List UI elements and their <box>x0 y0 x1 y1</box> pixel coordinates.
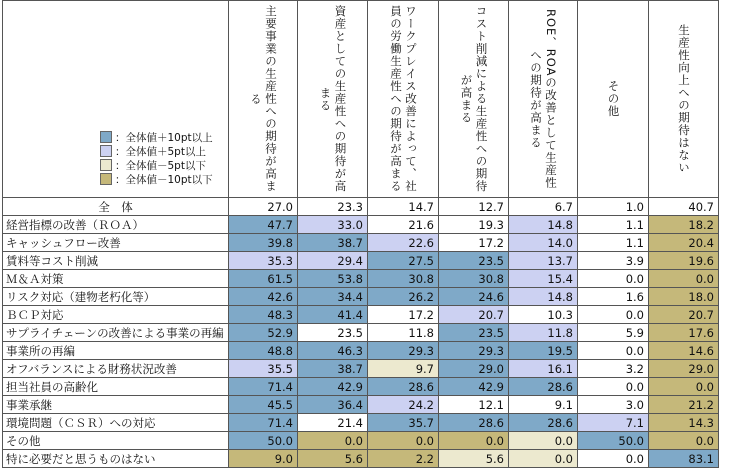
row-label: ＢＣＰ対応 <box>3 306 229 324</box>
column-header: コスト削減による生産性への期待が高まる <box>439 1 509 198</box>
table-cell: 28.6 <box>439 414 509 432</box>
table-cell: 3.9 <box>578 252 649 270</box>
table-cell: 0.0 <box>578 306 649 324</box>
row-label: 事業承継 <box>3 396 229 414</box>
table-cell: 5.9 <box>578 324 649 342</box>
table-cell: 24.2 <box>368 396 439 414</box>
column-header: その他 <box>578 1 649 198</box>
legend-label: ：全体値－10pt以下 <box>115 173 213 186</box>
table-cell: 53.8 <box>298 270 368 288</box>
table-cell: 28.6 <box>509 414 578 432</box>
table-row <box>3 288 719 306</box>
row-label: リスク対応（建物老朽化等） <box>3 288 229 306</box>
column-header: 主要事業の生産性への期待が高まる <box>229 1 298 198</box>
legend-swatch <box>100 173 112 185</box>
table-cell: 10.3 <box>509 306 578 324</box>
table-cell: 71.4 <box>229 414 298 432</box>
table-cell: 17.2 <box>368 306 439 324</box>
row-label: Ｍ＆Ａ対策 <box>3 270 229 288</box>
table-cell: 1.1 <box>578 234 649 252</box>
table-cell: 0.0 <box>578 270 649 288</box>
table-row <box>3 252 719 270</box>
table-cell: 36.4 <box>298 396 368 414</box>
table-cell: 9.7 <box>368 360 439 378</box>
table-cell: 35.5 <box>229 360 298 378</box>
table-cell: 12.1 <box>439 396 509 414</box>
table-cell: 18.0 <box>649 288 719 306</box>
table-cell: 61.5 <box>229 270 298 288</box>
table-cell: 47.7 <box>229 216 298 234</box>
legend-item <box>100 158 213 172</box>
table-cell: 20.7 <box>649 306 719 324</box>
row-label: 賃料等コスト削減 <box>3 252 229 270</box>
table-cell: 7.1 <box>578 414 649 432</box>
total-cell: 27.0 <box>229 198 298 216</box>
row-label: 特に必要だと思うものはない <box>3 450 229 468</box>
legend-label: ：全体値＋5pt以上 <box>115 145 206 158</box>
table-cell: 19.5 <box>509 342 578 360</box>
table-cell: 14.3 <box>649 414 719 432</box>
total-cell: 14.7 <box>368 198 439 216</box>
total-cell: 6.7 <box>509 198 578 216</box>
table-cell: 46.3 <box>298 342 368 360</box>
table-cell: 45.5 <box>229 396 298 414</box>
column-header: ワークプレイス改善によって、社員の労働生産性への期待が高まる <box>368 1 439 198</box>
table-cell: 11.8 <box>368 324 439 342</box>
table-cell: 1.1 <box>578 216 649 234</box>
row-label: 環境問題（ＣＳＲ）への対応 <box>3 414 229 432</box>
table-cell: 2.2 <box>368 450 439 468</box>
column-header: 資産としての生産性への期待が高まる <box>298 1 368 198</box>
table-cell: 34.4 <box>298 288 368 306</box>
table-cell: 17.2 <box>439 234 509 252</box>
table-cell: 35.3 <box>229 252 298 270</box>
table-row <box>3 414 719 432</box>
table-row <box>3 306 719 324</box>
total-cell: 12.7 <box>439 198 509 216</box>
row-label: 担当社員の高齢化 <box>3 378 229 396</box>
legend-swatch <box>100 159 112 171</box>
table-cell: 28.6 <box>368 378 439 396</box>
table-cell: 22.6 <box>368 234 439 252</box>
table-cell: 27.5 <box>368 252 439 270</box>
legend-swatch <box>100 145 112 157</box>
table-cell: 33.0 <box>298 216 368 234</box>
table-cell: 21.6 <box>368 216 439 234</box>
table-cell: 48.3 <box>229 306 298 324</box>
row-label: サプライチェーンの改善による事業の再編 <box>3 324 229 342</box>
row-label: オフバランスによる財務状況改善 <box>3 360 229 378</box>
table-row <box>3 216 719 234</box>
table-cell: 3.0 <box>578 396 649 414</box>
column-header: ROE、ROAの改善として生産性への期待が高まる <box>509 1 578 198</box>
table-cell: 23.5 <box>439 324 509 342</box>
table-cell: 20.7 <box>439 306 509 324</box>
table-cell: 29.0 <box>439 360 509 378</box>
table-cell: 26.2 <box>368 288 439 306</box>
row-label: その他 <box>3 432 229 450</box>
table-cell: 29.0 <box>649 360 719 378</box>
table-cell: 0.0 <box>649 270 719 288</box>
legend-label: ：全体値＋10pt以上 <box>115 131 213 144</box>
table-cell: 14.8 <box>509 288 578 306</box>
table-cell: 0.0 <box>578 342 649 360</box>
table-row <box>3 396 719 414</box>
table-row <box>3 324 719 342</box>
table-cell: 42.6 <box>229 288 298 306</box>
row-label: キャッシュフロー改善 <box>3 234 229 252</box>
table-cell: 14.8 <box>509 216 578 234</box>
table-cell: 28.6 <box>509 378 578 396</box>
table-cell: 9.0 <box>229 450 298 468</box>
table-cell: 16.1 <box>509 360 578 378</box>
table-cell: 83.1 <box>649 450 719 468</box>
table-cell: 19.6 <box>649 252 719 270</box>
legend-item <box>100 144 213 158</box>
table-cell: 23.5 <box>439 252 509 270</box>
legend-item <box>100 172 213 186</box>
table-cell: 0.0 <box>509 432 578 450</box>
table-cell: 0.0 <box>649 432 719 450</box>
table-cell: 29.3 <box>368 342 439 360</box>
table-cell: 50.0 <box>578 432 649 450</box>
table-row <box>3 450 719 468</box>
table-row <box>3 342 719 360</box>
table-cell: 19.3 <box>439 216 509 234</box>
row-label: 事業所の再編 <box>3 342 229 360</box>
table-cell: 13.7 <box>509 252 578 270</box>
table-cell: 20.4 <box>649 234 719 252</box>
table-cell: 17.6 <box>649 324 719 342</box>
table-cell: 9.1 <box>509 396 578 414</box>
table-cell: 0.0 <box>509 450 578 468</box>
table-cell: 41.4 <box>298 306 368 324</box>
table-cell: 29.4 <box>298 252 368 270</box>
table-cell: 39.8 <box>229 234 298 252</box>
table-row <box>3 432 719 450</box>
table-cell: 3.2 <box>578 360 649 378</box>
table-cell: 11.8 <box>509 324 578 342</box>
table-cell: 38.7 <box>298 360 368 378</box>
table-cell: 0.0 <box>649 378 719 396</box>
column-header: 生産性向上への期待はない <box>649 1 719 198</box>
table-cell: 15.4 <box>509 270 578 288</box>
table-cell: 0.0 <box>578 450 649 468</box>
table-cell: 42.9 <box>298 378 368 396</box>
table-cell: 0.0 <box>439 432 509 450</box>
table-cell: 14.6 <box>649 342 719 360</box>
table-cell: 18.2 <box>649 216 719 234</box>
total-cell: 23.3 <box>298 198 368 216</box>
table-cell: 21.2 <box>649 396 719 414</box>
table-cell: 29.3 <box>439 342 509 360</box>
row-label: 経営指標の改善（ＲＯＡ） <box>3 216 229 234</box>
table-cell: 1.6 <box>578 288 649 306</box>
table-cell: 42.9 <box>439 378 509 396</box>
table-cell: 38.7 <box>298 234 368 252</box>
table-row <box>3 270 719 288</box>
data-table <box>2 0 719 468</box>
table-cell: 5.6 <box>298 450 368 468</box>
legend-item <box>100 130 213 144</box>
table-cell: 35.7 <box>368 414 439 432</box>
table-cell: 21.4 <box>298 414 368 432</box>
table-cell: 5.6 <box>439 450 509 468</box>
table-cell: 24.6 <box>439 288 509 306</box>
total-row <box>3 198 719 216</box>
table-cell: 71.4 <box>229 378 298 396</box>
table-row <box>3 378 719 396</box>
table-cell: 52.9 <box>229 324 298 342</box>
total-cell: 1.0 <box>578 198 649 216</box>
table-cell: 30.8 <box>439 270 509 288</box>
table-cell: 14.0 <box>509 234 578 252</box>
table-cell: 0.0 <box>368 432 439 450</box>
total-label: 全 体 <box>3 198 229 216</box>
total-cell: 40.7 <box>649 198 719 216</box>
table-row <box>3 360 719 378</box>
table-cell: 50.0 <box>229 432 298 450</box>
table-row <box>3 234 719 252</box>
table-cell: 30.8 <box>368 270 439 288</box>
table-cell: 0.0 <box>298 432 368 450</box>
legend-swatch <box>100 131 112 143</box>
table-cell: 48.8 <box>229 342 298 360</box>
legend <box>100 130 213 186</box>
legend-label: ：全体値－5pt以下 <box>115 159 206 172</box>
table-cell: 0.0 <box>578 378 649 396</box>
table-cell: 23.5 <box>298 324 368 342</box>
